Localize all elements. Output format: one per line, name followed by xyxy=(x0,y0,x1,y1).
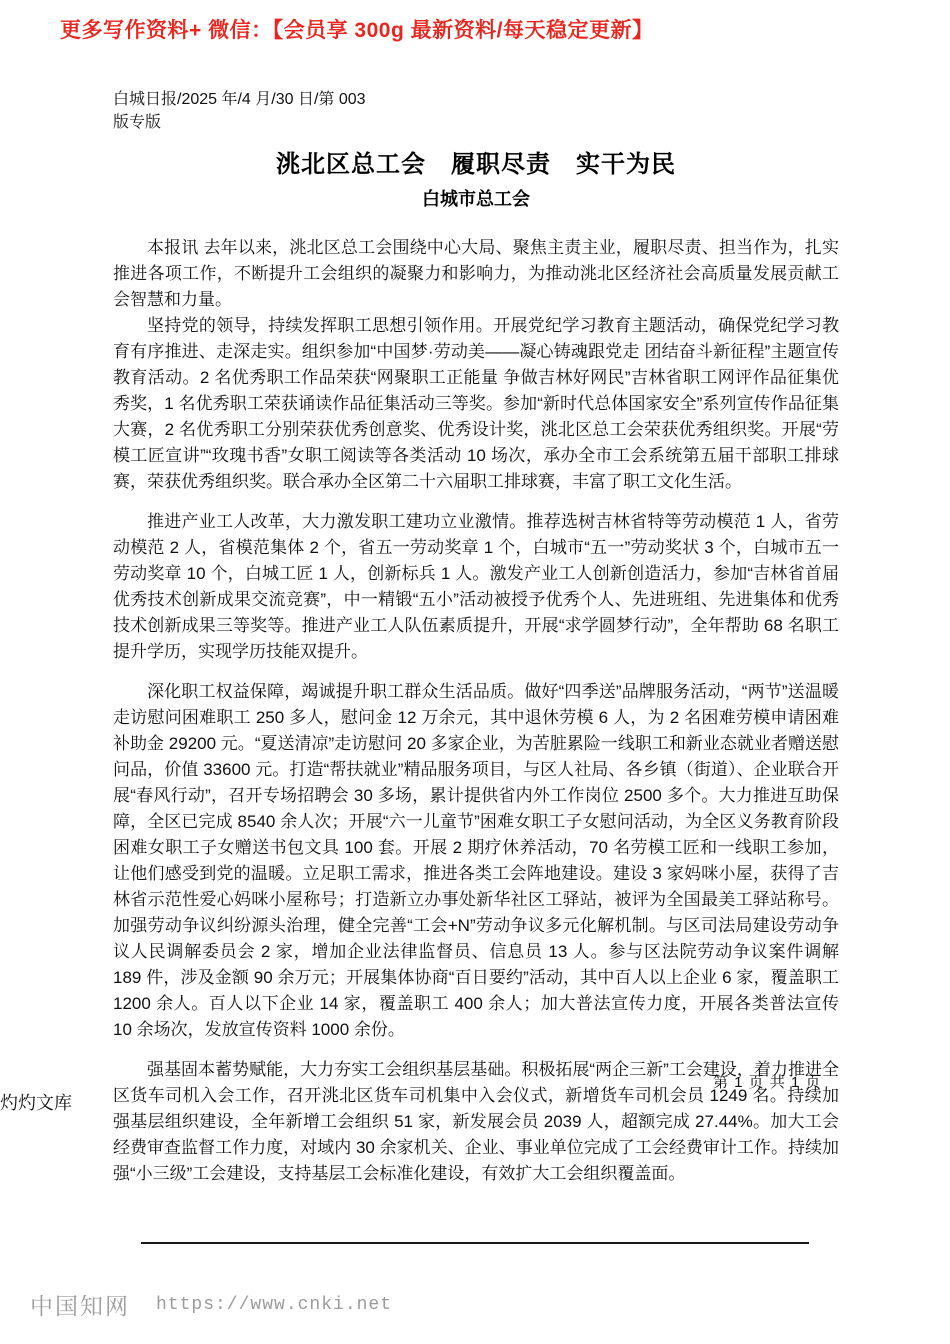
cnki-logo: 中国知网 xyxy=(30,1294,130,1319)
paragraph-grassroots-building: 强基固本蓄势赋能，大力夯实工会组织基层基础。积极拓展“两企三新”工会建设，着力推进全区货车司机入会工作，召开洮北区货车司机集中入会仪式，新增货车司机会员 1249 名。持续加强基层组织建设，全年新增工会组织 51 家，新发展会员 2039 人，超额完成 27.44%。加大工会经费审查监督工作力度，对域内 30 余家机关、企业、事业单位完成了工会经费审计工作。持续加强“小三级”工会建设，支持基层工会标准化建设，有效扩大工会组织覆盖面。 xyxy=(113,1060,839,1183)
promo-banner: 更多写作资料+ 微信：【会员享 300g 最新资料/每天稳定更新】 xyxy=(60,19,654,42)
footer-divider xyxy=(141,1242,809,1244)
library-watermark: 灼灼文库 xyxy=(0,1093,72,1113)
article-page xyxy=(113,88,839,1187)
paragraph-party-leadership: 坚持党的领导，持续发挥职工思想引领作用。开展党纪学习教育主题活动，确保党纪学习教育有序推进、走深走实。组织参加“中国梦·劳动美——凝心铸魂跟党走 团结奋斗新征程”主题宣传教育活动。2 名优秀职工作品荣获“网聚职工正能量 争做吉林好网民”吉林省职工网评作品征集优秀奖，1 名优秀职工荣获诵读作品征集活动三等奖。参加“新时代总体国家安全”系列宣传作品征集大赛，2 名优秀职工分别荣获优秀创意奖、优秀设计奖，洮北区总工会荣获优秀组织奖。开展“劳模工匠宣讲”“玫瑰书香”女职工阅读等各类活动 10 场次，承办全市工会系统第五届干部职工排球赛，荣获优秀组织奖。联合承办全区第二十六届职工排球赛，丰富了职工文化生活。 xyxy=(113,316,839,491)
paragraph-intro: 本报讯 去年以来，洮北区总工会围绕中心大局、聚焦主责主业，履职尽责、担当作为，扎实推进各项工作，不断提升工会组织的凝聚力和影响力，为推动洮北区经济社会高质量发展贡献工会智慧和力量。 xyxy=(113,238,839,309)
cnki-footer xyxy=(30,1288,392,1321)
source-line-1: 白城日报/2025 年/4 月/30 日/第 003 xyxy=(113,91,366,108)
cnki-url: https://www.cnki.net xyxy=(156,1294,393,1315)
article-title: 洮北区总工会 履职尽责 实干为民 xyxy=(276,151,676,178)
paragraph-industrial-workers: 推进产业工人改革，大力激发职工建功立业激情。推荐选树吉林省特等劳动模范 1 人，省劳动模范 2 人，省模范集体 2 个，省五一劳动奖章 1 个，白城市“五一”劳动奖状 3 个，白城市五一劳动奖章 10 个，白城工匠 1 人，创新标兵 1 人。激发产业工人创新创造活力，参加“吉林省首届优秀技术创新成果交流竞赛”，中一精锻“五小”活动被授予优秀个人、先进班组、先进集体和优秀技术创新成果三等奖等。推进产业工人队伍素质提升，开展“求学圆梦行动”，全年帮助 68 名职工提升学历，实现学历技能双提升。 xyxy=(113,512,839,661)
source-info xyxy=(113,88,839,134)
page-indicator: 第 1 页 共 1 页 xyxy=(713,1074,822,1091)
source-line-2: 版专版 xyxy=(113,114,162,131)
paragraph-rights-protection: 深化职工权益保障，竭诚提升职工群众生活品质。做好“四季送”品牌服务活动，“两节”送温暖走访慰问困难职工 250 多人，慰问金 12 万余元，其中退休劳模 6 人，为 2 名困难劳模申请困难补助金 29200 元。“夏送清凉”走访慰问 20 多家企业，为苦脏累险一线职工和新业态就业者赠送慰问品，价值 33600 元。打造“帮扶就业”精品服务项目，与区人社局、各乡镇（街道）、企业联合开展“春风行动”，召开专场招聘会 30 多场，累计提供省内外工作岗位 2500 多个。大力推进互助保障，全区已完成 8540 余人次；开展“六一儿童节”困难女职工子女慰问活动，为全区义务教育阶段困难女职工子女赠送书包文具 100 套。开展 2 期疗休养活动，70 名劳模工匠和一线职工参加，让他们感受到党的温暖。立足职工需求，推进各类工会阵地建设。建设 3 家妈咪小屋，获得了吉林省示范性爱心妈咪小屋称号；打造新立办事处新华社区工驿站，被评为全国最美工驿站称号。加强劳动争议纠纷源头治理，健全完善“工会+N”劳动争议多元化解机制。与区司法局建设劳动争议人民调解委员会 2 家，增加企业法律监督员、信息员 13 人。参与区法院劳动争议案件调解 189 件，涉及金额 90 余万元；开展集体协商“百日要约”活动，其中百人以上企业 6 家，覆盖职工 1200 余人。百人以下企业 14 家，覆盖职工 400 余人；加大普法宣传力度，开展各类普法宣传 10 余场次，发放宣传资料 1000 余份。 xyxy=(113,682,839,1039)
article-author: 白城市总工会 xyxy=(422,189,530,209)
